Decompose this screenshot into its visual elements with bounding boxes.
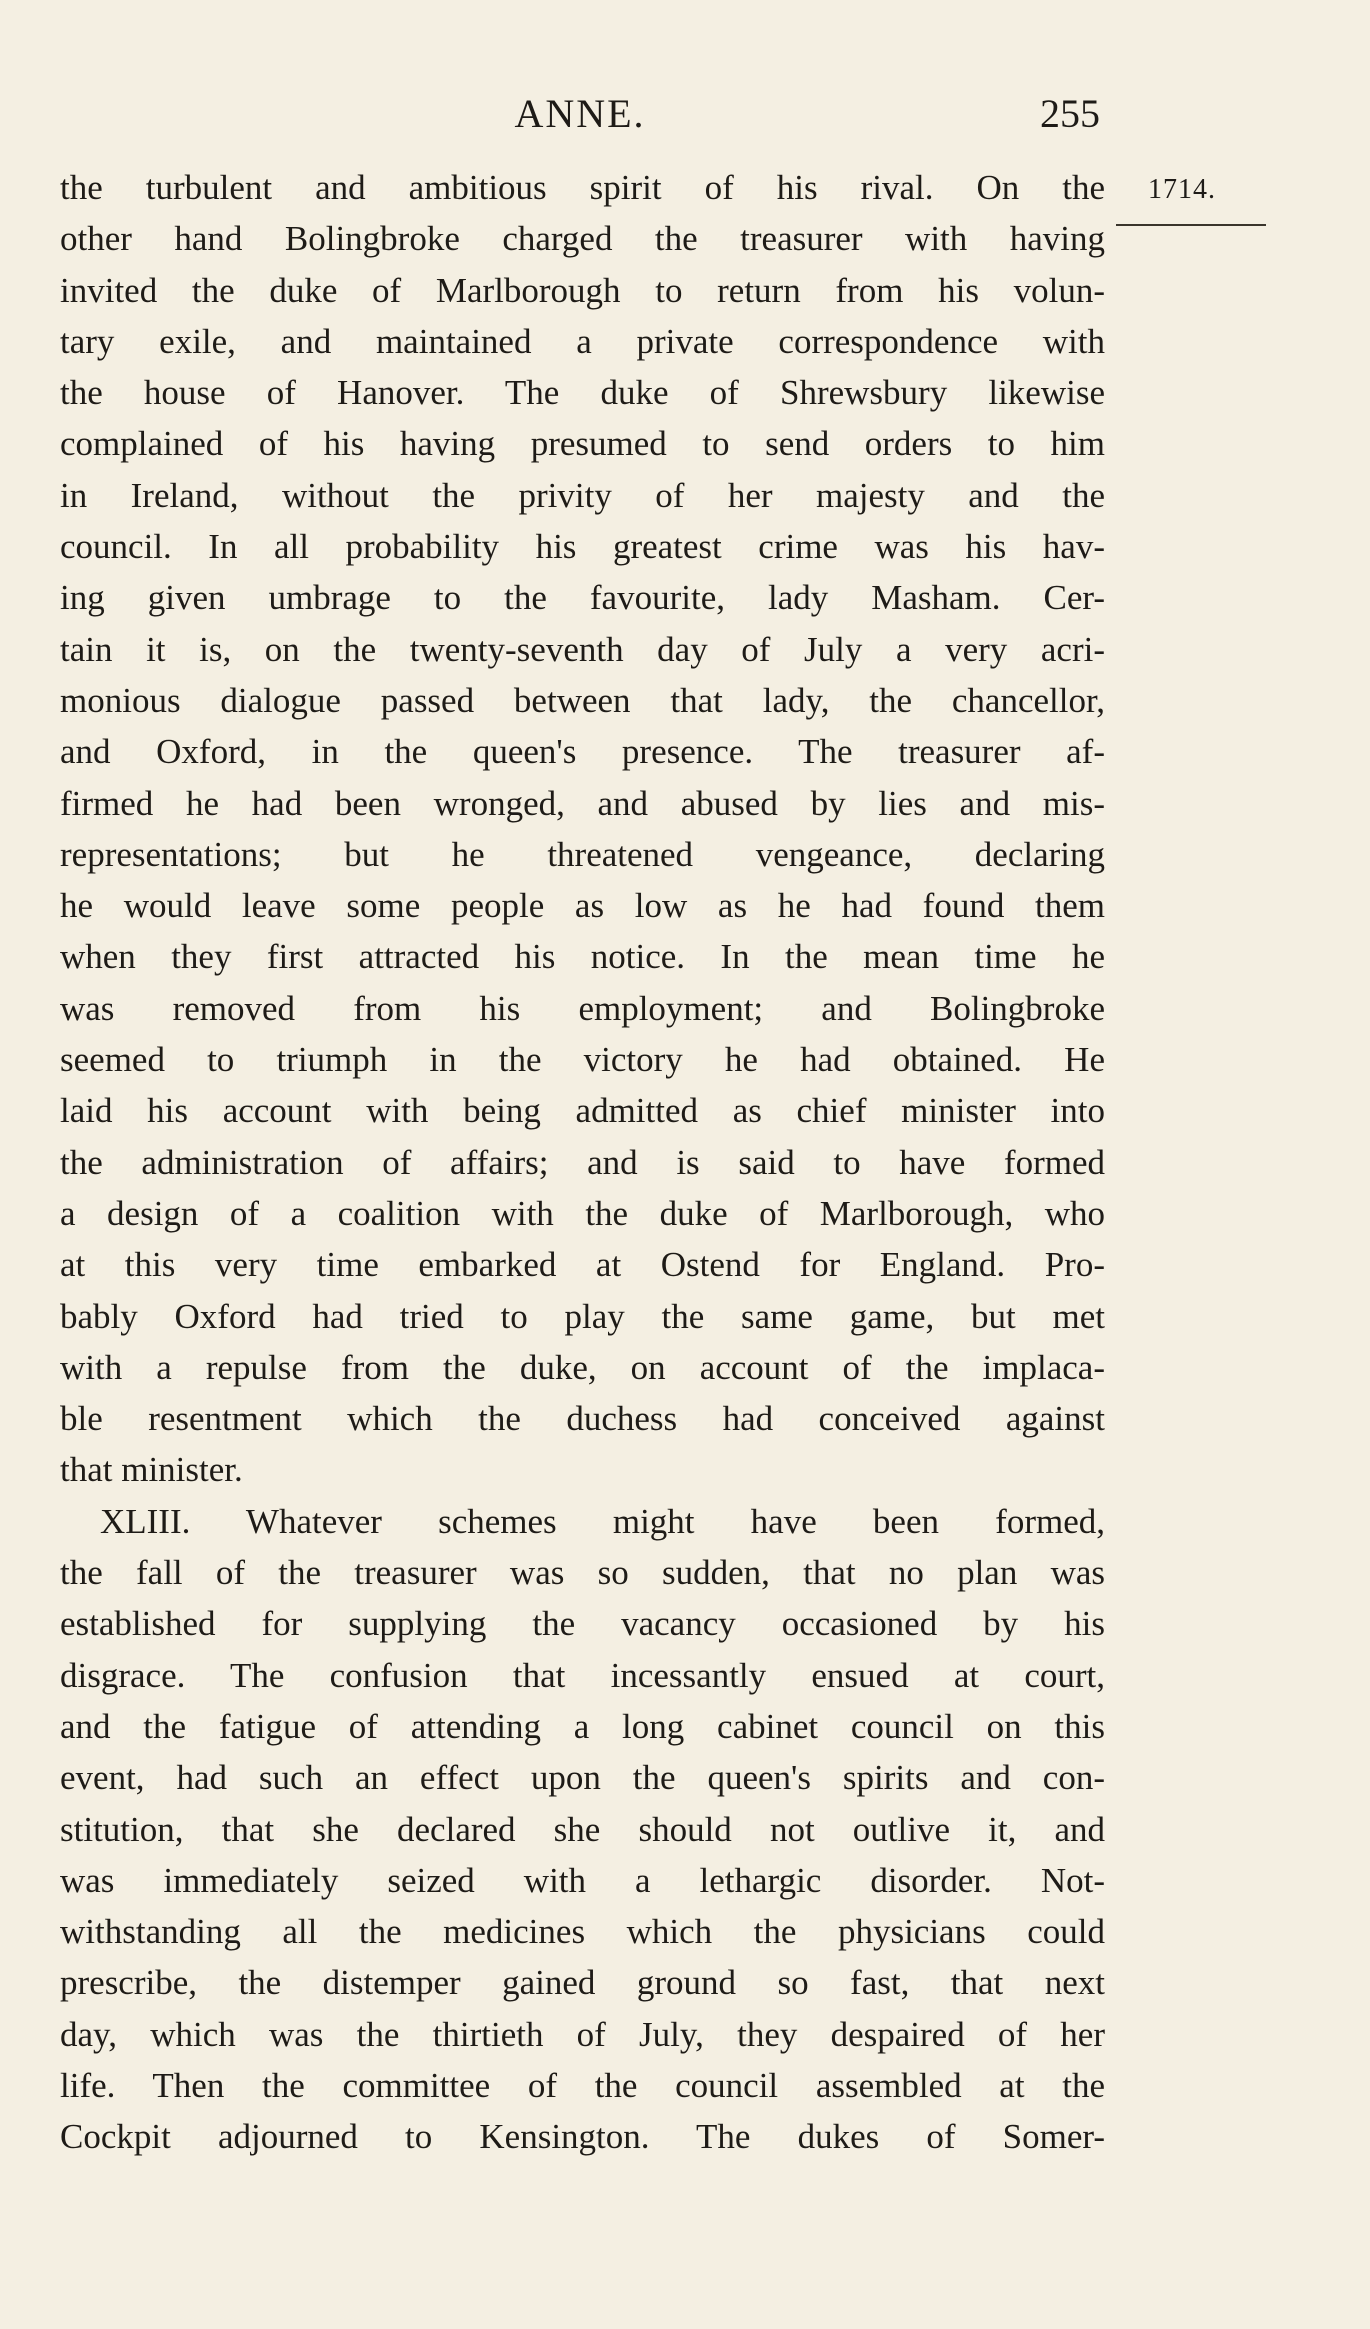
text-line: bably Oxford had tried to play the same game, but met: [60, 1296, 1105, 1336]
text-line: a design of a coalition with the duke of Marlborough, who: [60, 1193, 1105, 1233]
running-head: [60, 84, 1100, 144]
text-line: and the fatigue of attending a long cabinet council on this: [60, 1706, 1105, 1746]
text-line: day, which was the thirtieth of July, they despaired of her: [60, 2014, 1105, 2054]
text-line: disgrace. The confusion that incessantly ensued at court,: [60, 1655, 1105, 1695]
text-line: event, had such an effect upon the queen's spirits and con-: [60, 1758, 1105, 1798]
text-line: Cockpit adjourned to Kensington. The dukes of Somer-: [60, 2117, 1105, 2157]
text-line: other hand Bolingbroke charged the treasurer with having: [60, 219, 1105, 259]
section-start-line: XLIII. Whatever schemes might have been formed,: [100, 1501, 1105, 1541]
page-number: 255: [1040, 91, 1100, 136]
text-line: was immediately seized with a lethargic disorder. Not-: [60, 1860, 1105, 1900]
text-line: he would leave some people as low as he had found them: [60, 886, 1105, 926]
running-title: ANNE.: [514, 91, 646, 136]
text-line: invited the duke of Marlborough to return from his volun-: [60, 270, 1105, 310]
text-line: established for supplying the vacancy occasioned by his: [60, 1604, 1105, 1644]
text-line: council. In all probability his greatest crime was his hav-: [60, 527, 1105, 567]
text-line: complained of his having presumed to send orders to him: [60, 424, 1105, 464]
text-line: ble resentment which the duchess had conceived against: [60, 1399, 1105, 1439]
paragraph-end-line: that minister.: [60, 1450, 243, 1490]
margin-year: 1714.: [1148, 174, 1216, 205]
text-line: firmed he had been wronged, and abused by lies and mis-: [60, 783, 1105, 823]
body-text: [60, 162, 1105, 2163]
text-line: the house of Hanover. The duke of Shrewsbury likewise: [60, 373, 1105, 413]
margin-rule: [1116, 224, 1266, 226]
text-line: withstanding all the medicines which the physicians could: [60, 1912, 1105, 1952]
text-line: with a repulse from the duke, on account of the implaca-: [60, 1347, 1105, 1387]
text-line: when they first attracted his notice. In the mean time he: [60, 937, 1105, 977]
text-line: life. Then the committee of the council assembled at the: [60, 2065, 1105, 2105]
text-line: in Ireland, without the privity of her majesty and the: [60, 475, 1105, 515]
text-line: at this very time embarked at Ostend for England. Pro-: [60, 1245, 1105, 1285]
text-line: representations; but he threatened vengeance, declaring: [60, 834, 1105, 874]
text-line: and Oxford, in the queen's presence. The treasurer af-: [60, 732, 1105, 772]
text-line: seemed to triumph in the victory he had obtained. He: [60, 1040, 1105, 1080]
text-line: tary exile, and maintained a private correspondence with: [60, 321, 1105, 361]
text-line: the administration of affairs; and is said to have formed: [60, 1142, 1105, 1182]
text-line: monious dialogue passed between that lady, the chancellor,: [60, 680, 1105, 720]
text-line: the turbulent and ambitious spirit of his rival. On the: [60, 168, 1105, 207]
text-line: was removed from his employment; and Bolingbroke: [60, 988, 1105, 1028]
text-line: the fall of the treasurer was so sudden, that no plan was: [60, 1553, 1105, 1593]
text-line: stitution, that she declared she should not outlive it, and: [60, 1809, 1105, 1849]
text-line: ing given umbrage to the favourite, lady Masham. Cer-: [60, 578, 1105, 618]
text-line: tain it is, on the twenty-seventh day of July a very acri-: [60, 629, 1105, 669]
text-line: prescribe, the distemper gained ground so fast, that next: [60, 1963, 1105, 2003]
text-line: laid his account with being admitted as chief minister into: [60, 1091, 1105, 1131]
